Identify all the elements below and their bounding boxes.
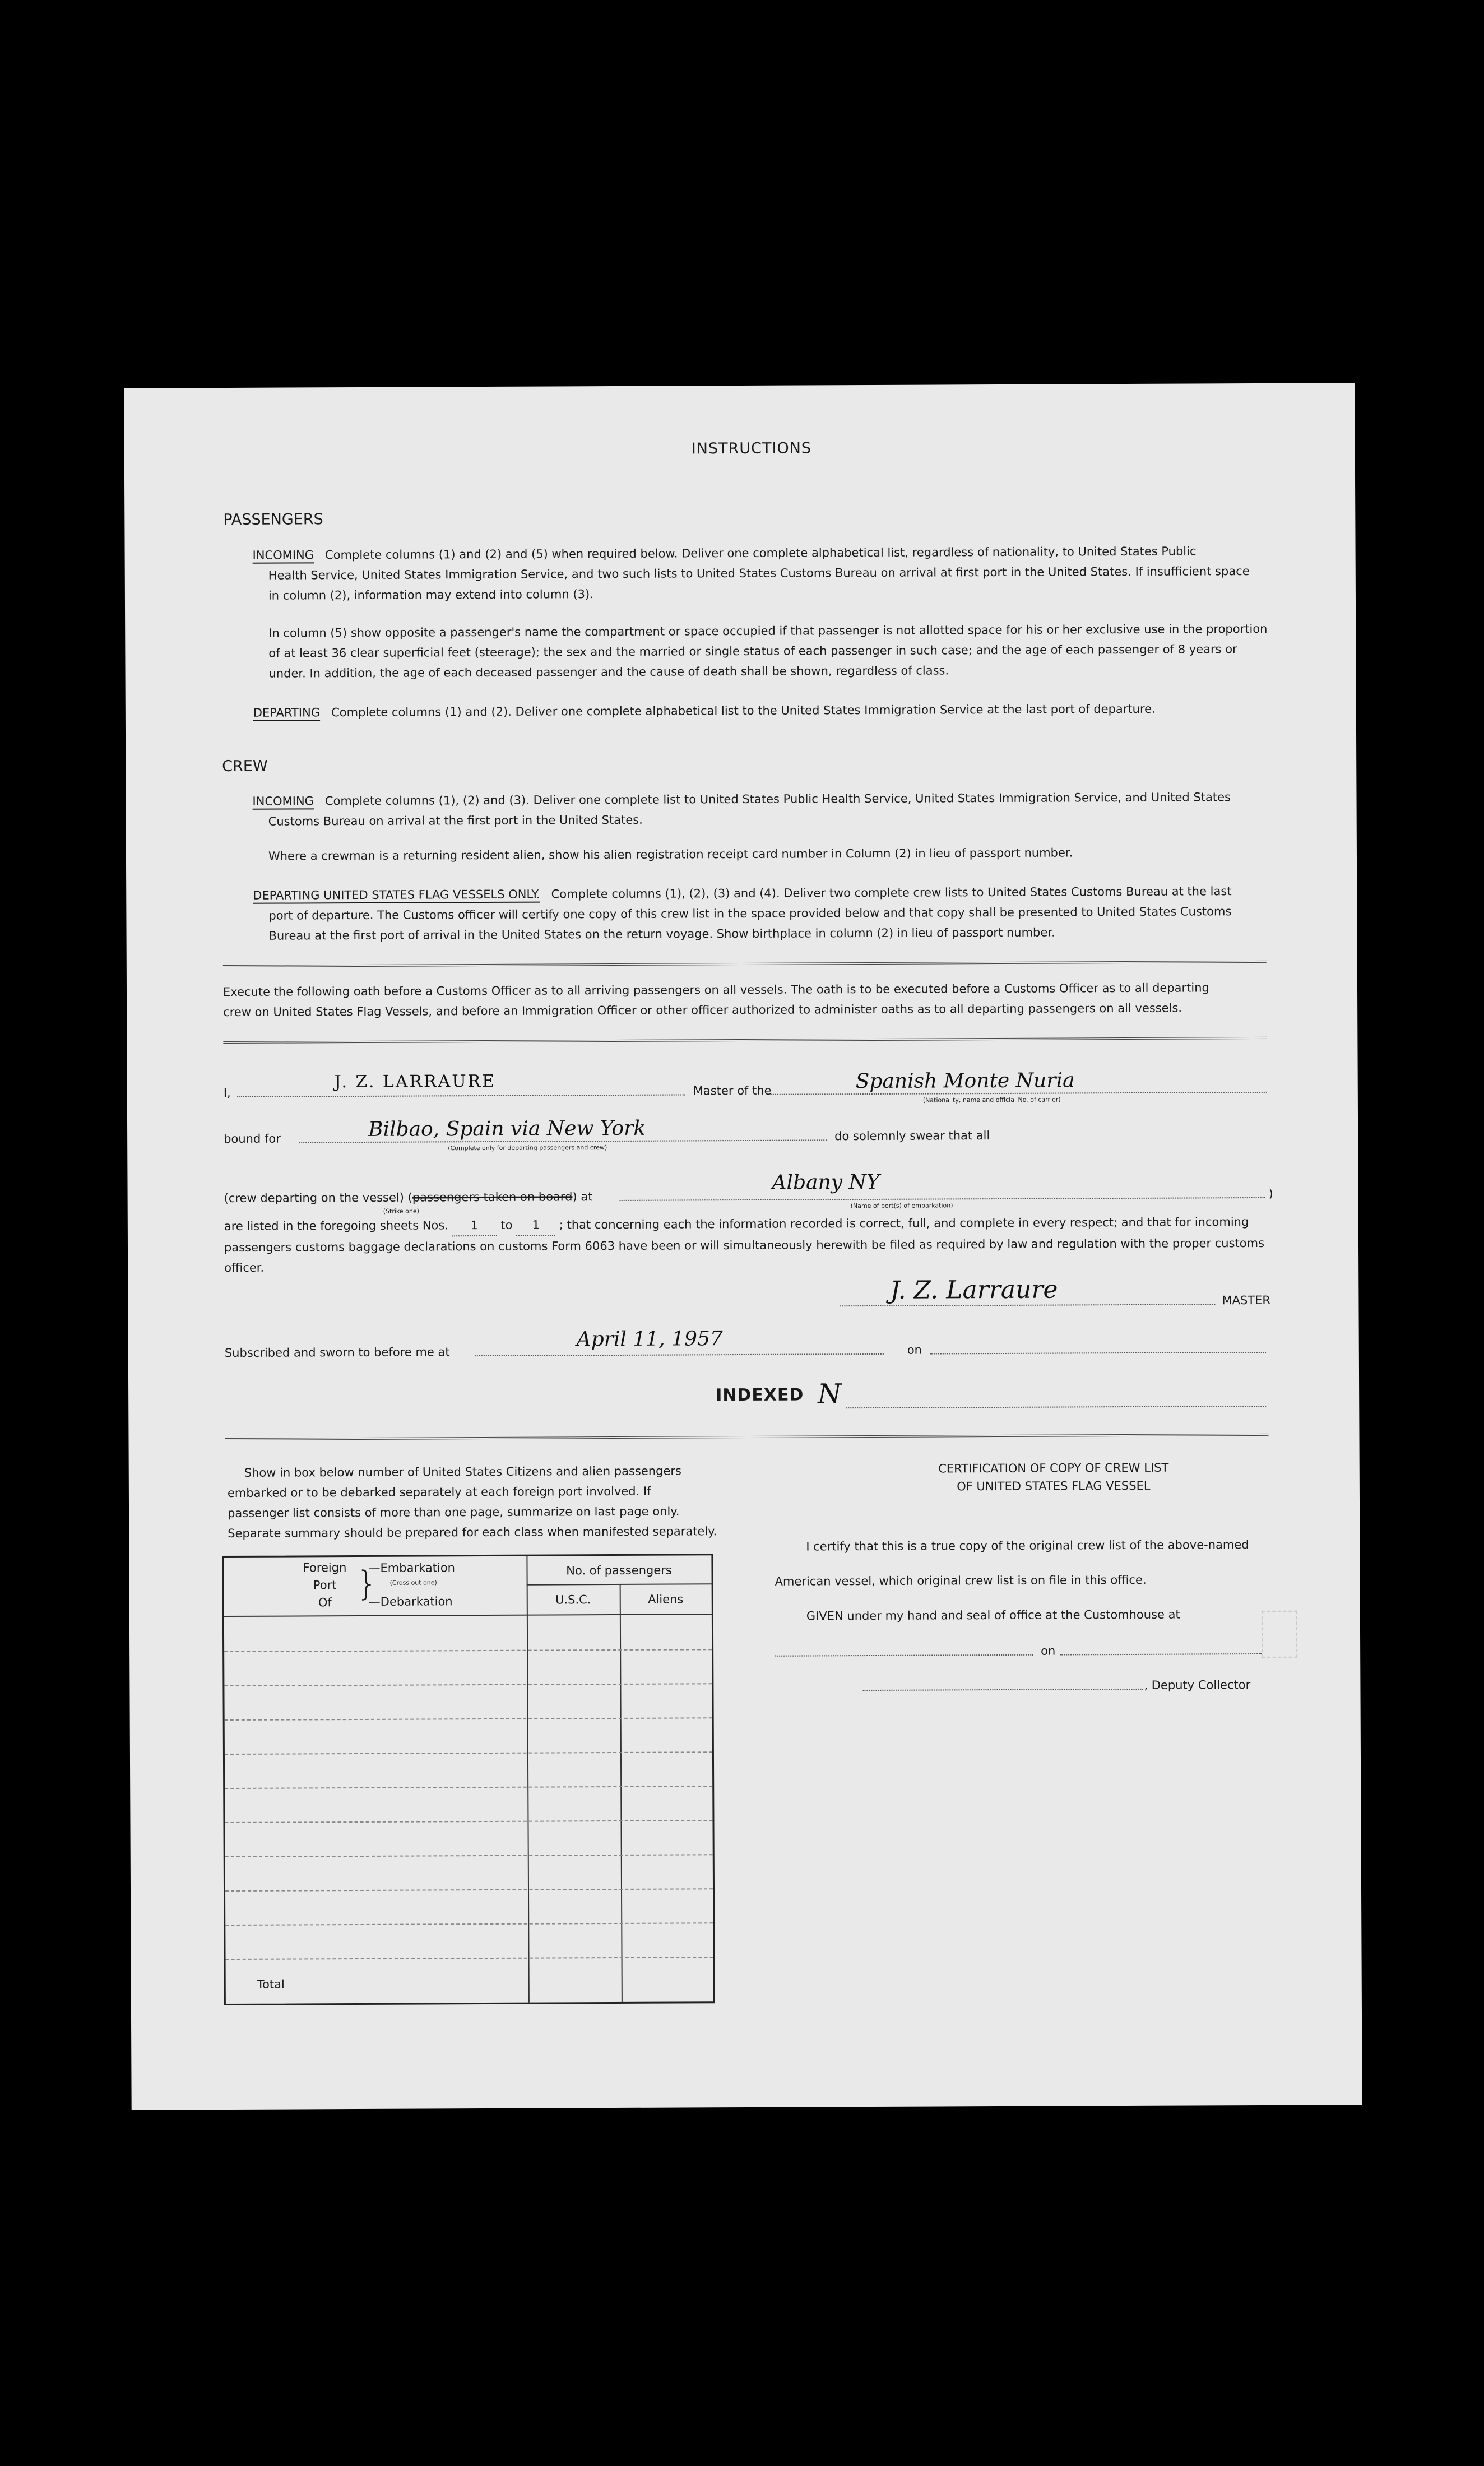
master-of-label: Master of the [693, 1083, 772, 1098]
passengers-incoming-label: INCOMING [252, 548, 314, 562]
port-close-paren: ) [1268, 1186, 1273, 1200]
port-note: (Name of port(s) of embarkation) [850, 1202, 953, 1210]
sheet-to: 1 [516, 1215, 555, 1236]
crew-incoming-line-1: Complete columns (1), (2) and (3). Deliver one complete list to United States Public Health Service, United States Immigration Service, and United States [324, 790, 1231, 808]
at-label: ) at [572, 1190, 593, 1204]
indexed-mark: N [818, 1378, 842, 1410]
table-row-line [224, 1649, 712, 1652]
embarkation-label: —Embarkation [368, 1561, 456, 1575]
crew-flag-label: DEPARTING UNITED STATES FLAG VESSELS ONLY. [253, 887, 540, 902]
certification-title [824, 1458, 1283, 1496]
crew-incoming-paragraph [252, 786, 1351, 832]
faint-seal-mark [1262, 1611, 1297, 1658]
sheets-line-2: passengers customs baggage declarations on customs Form 6063 have been or will simultaneously herewith be filed as required by law and regulation with the proper customs [224, 1236, 1265, 1255]
table-divider-port [526, 1556, 529, 2003]
strike-one-note: (Strike one) [383, 1207, 419, 1215]
sheets-line-1: ; that concerning each the information recorded is correct, full, and complete in every respect; and that for incoming [559, 1215, 1249, 1232]
oath-intro-line-2: crew on United States Flag Vessels, and before an Immigration Officer or other officer authorized to administer oaths as to all departing passengers on all vessels. [223, 1001, 1182, 1019]
subscribed-label: Subscribed and sworn to before me at [224, 1345, 450, 1360]
summary-instr-line-2: embarked or to be debarked separately at each foreign port involved. If [227, 1484, 651, 1500]
passengers-departing-text: Complete columns (1) and (2). Deliver one complete alphabetical list to the United States Immigration Service at the last port of departure. [331, 702, 1156, 720]
certification-line-1: I certify that this is a true copy of the original crew list of the above-named [806, 1538, 1249, 1554]
instructions-title: INSTRUCTIONS [691, 439, 812, 458]
certification-line-2: American vessel, which original crew list is on file in this office. [775, 1573, 1147, 1588]
table-row-line [225, 1820, 712, 1823]
embarkation-port: Albany NY [772, 1170, 880, 1194]
master-label: MASTER [1222, 1293, 1270, 1308]
customhouse-line [775, 1653, 1033, 1657]
destination-note: (Complete only for departing passengers and crew) [448, 1144, 607, 1152]
destination: Bilbao, Spain via New York [368, 1116, 646, 1141]
table-row-line [225, 1786, 712, 1789]
table-row-line [226, 1957, 713, 1960]
crew-departing-label: (crew departing on the vessel) ( [224, 1190, 412, 1206]
total-label: Total [257, 1977, 285, 1991]
sheets-to-label: to [500, 1218, 513, 1232]
port-line [620, 1196, 1265, 1201]
master-name-line [237, 1093, 685, 1097]
table-row-line [225, 1717, 712, 1721]
certification-title-2: OF UNITED STATES FLAG VESSEL [957, 1478, 1151, 1494]
swear-label: do solemnly swear that all [834, 1129, 990, 1143]
foreign-header-2: Port [313, 1578, 337, 1592]
oath-i-label: I, [223, 1086, 231, 1100]
crew-incoming-line-2: Customs Bureau on arrival at the first port in the United States. [268, 813, 643, 828]
master-name: J. Z. LARRAURE [334, 1071, 497, 1092]
struck-passengers-text: passengers taken on board [412, 1190, 573, 1204]
passengers-incoming-line-3: in column (2), information may extend into column (3). [268, 587, 593, 602]
oath-intro-paragraph [223, 977, 1349, 1022]
sheets-line-3: officer. [224, 1260, 265, 1275]
certification-date-line [1060, 1652, 1262, 1656]
column-5-line-1: In column (5) show opposite a passenger's name the compartment or space occupied if that passenger is not allotted space for his or her exclusive use in the proportion [268, 622, 1268, 640]
table-row-line [225, 1854, 713, 1857]
passengers-departing-paragraph [253, 698, 1352, 723]
foreign-port-header [298, 1559, 351, 1611]
passengers-incoming-line-2: Health Service, United States Immigration Service, and two such lists to United States Customs Bureau on arrival at first port in the United States. If insufficient space [268, 564, 1250, 582]
summary-instr-line-4: Separate summary should be prepared for each class when manifested separately. [228, 1524, 717, 1541]
document-page [124, 383, 1362, 2110]
vessel-name: Spanish Monte Nuria [855, 1069, 1075, 1093]
aliens-header: Aliens [648, 1592, 684, 1606]
table-header-bottom [224, 1614, 712, 1617]
crew-resident-paragraph: Where a crewman is a returning resident alien, show his alien registration receipt card number in Column (2) in lieu of passport number. [268, 846, 1073, 863]
table-row-line [225, 1922, 713, 1926]
table-rows [224, 1555, 711, 1558]
sworn-place-line [475, 1352, 884, 1356]
column-5-paragraph [268, 618, 1356, 683]
crew-passengers-line [224, 1186, 593, 1208]
crew-flag-paragraph [253, 880, 1351, 946]
passengers-incoming-line-1: Complete columns (1) and (2) and (5) when required below. Deliver one complete alphabetical list, regardless of nationality, to United States Public [324, 544, 1197, 562]
cross-out-note: (Cross out one) [389, 1579, 437, 1587]
oath-intro-line-1: Execute the following oath before a Customs Officer as to all arriving passengers on all vessels. The oath is to be executed before a Customs Officer as to all departing [222, 981, 1209, 999]
certification-title-1: CERTIFICATION OF COPY OF CREW LIST [938, 1461, 1169, 1476]
section-divider-1 [223, 961, 1267, 970]
deputy-collector-label: , Deputy Collector [1144, 1678, 1251, 1692]
foreign-header-3: Of [318, 1596, 332, 1610]
header-brace: } [356, 1564, 378, 1604]
table-row-line [225, 1888, 713, 1892]
sworn-date-line [930, 1351, 1266, 1355]
table-header-split [527, 1583, 712, 1585]
passengers-incoming-paragraph [253, 540, 1351, 606]
crew-heading: CREW [222, 757, 268, 776]
crew-flag-line-1: Complete columns (1), (2), (3) and (4). Deliver two complete crew lists to United States Customs Bureau at the last [551, 884, 1232, 901]
table-row-line [224, 1683, 712, 1686]
debarkation-label: —Debarkation [368, 1594, 453, 1609]
master-signature: J. Z. Larraure [890, 1275, 1058, 1305]
indexed-stamp: INDEXED [716, 1385, 804, 1406]
crew-flag-line-2: port of departure. The Customs officer will certify one copy of this crew list in the space provided below and that copy shall be presented to United States Customs [268, 905, 1232, 923]
no-of-passengers-header: No. of passengers [566, 1563, 672, 1578]
sworn-on-label: on [907, 1343, 922, 1357]
sheet-from: 1 [452, 1215, 497, 1236]
column-5-line-3: under. In addition, the age of each deceased passenger and the cause of death shall be shown, regardless of class. [268, 664, 949, 680]
table-divider-usc [620, 1584, 623, 2002]
crew-incoming-label: INCOMING [252, 794, 314, 808]
sworn-date: April 11, 1957 [576, 1327, 723, 1351]
passengers-heading: PASSENGERS [223, 511, 323, 529]
column-5-line-2: of at least 36 clear superficial feet (steerage); the sex and the married or single status of each passenger in such case; and the age of each passenger of 8 years or [268, 642, 1237, 660]
usc-header: U.S.C. [555, 1593, 591, 1607]
deputy-signature-line [862, 1688, 1143, 1691]
passenger-summary-table [222, 1554, 715, 2005]
certification-on-label: on [1041, 1644, 1056, 1658]
sheets-label: are listed in the foregoing sheets Nos. [224, 1218, 449, 1234]
foreign-header-1: Foreign [303, 1561, 347, 1575]
sheets-paragraph [224, 1211, 1351, 1278]
certification-line-3: GIVEN under my hand and seal of office at the Customhouse at [806, 1607, 1180, 1623]
vessel-note: (Nationality, name and official No. of carrier) [922, 1096, 1061, 1104]
summary-instructions [228, 1461, 719, 1543]
summary-instr-line-1: Show in box below number of United States Citizens and alien passengers [244, 1464, 682, 1480]
section-divider-3 [225, 1434, 1268, 1443]
passengers-departing-label: DEPARTING [253, 706, 321, 720]
section-divider-2 [223, 1037, 1267, 1046]
table-row-line [225, 1751, 712, 1755]
indexed-line [846, 1404, 1266, 1408]
summary-instr-line-3: passenger list consists of more than one page, summarize on last page only. [228, 1504, 680, 1521]
bound-for-label: bound for [224, 1132, 281, 1146]
crew-flag-line-3: Bureau at the first port of arrival in the United States on the return voyage. Show birthplace in column (2) in lieu of passport number. [268, 925, 1055, 943]
